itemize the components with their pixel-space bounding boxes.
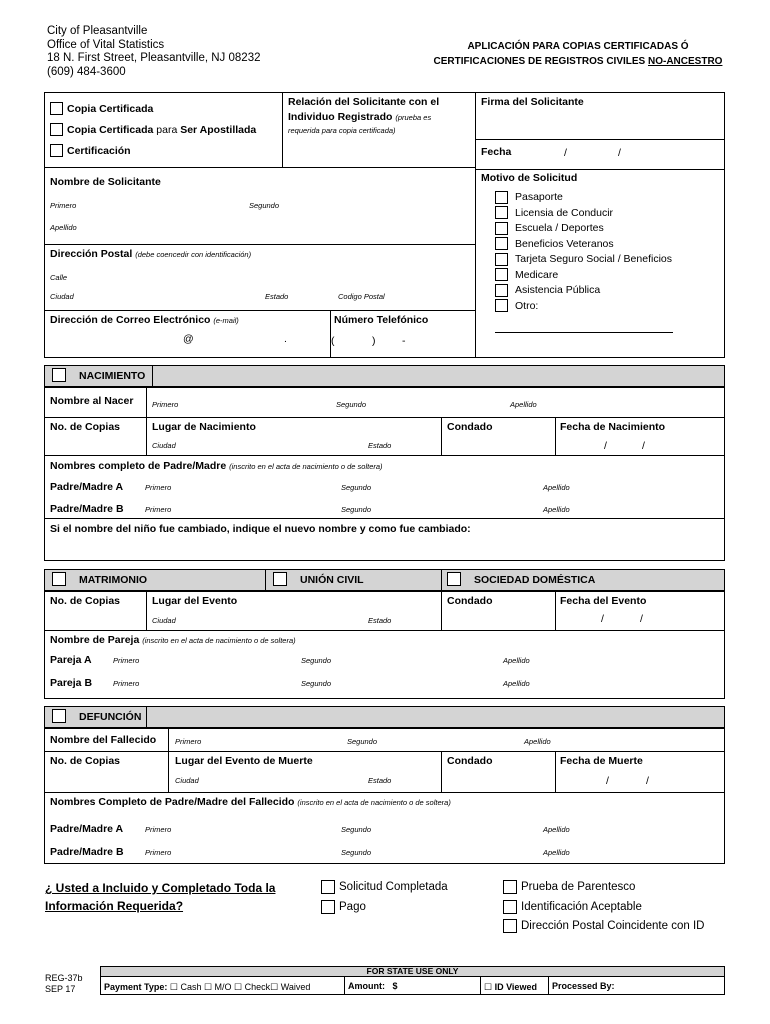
fecha-slash-1: / xyxy=(564,147,567,159)
nacimiento-padre-a-apellido: Apellido xyxy=(543,483,570,492)
motivo-otro: Otro: xyxy=(515,300,539,312)
pareja-b-segundo: Segundo xyxy=(301,679,332,688)
direccion-codigo: Codigo Postal xyxy=(338,292,385,301)
motivo-otro-line[interactable] xyxy=(495,332,673,333)
form-title-prefix: CERTIFICACIONES DE REGISTROS CIVILES xyxy=(433,56,648,67)
defuncion-fecha-slash-2: / xyxy=(646,775,649,787)
defuncion-padre-b-label: Padre/Madre B xyxy=(50,846,124,858)
payment-mo[interactable]: M/O xyxy=(214,982,232,992)
direccion-estado: Estado xyxy=(265,292,289,301)
payment-type: Payment Type: ☐ Cash ☐ M/O ☐ Check☐ Waived xyxy=(104,982,311,992)
nacimiento-header xyxy=(44,365,725,387)
processed-by-label: Processed By: xyxy=(552,981,615,991)
matrimonio-copias-label: No. de Copias xyxy=(50,595,121,607)
nacimiento-padres-text: Nombres completo de Padre/Madre xyxy=(50,460,227,472)
defuncion-nombre-label: Nombre del Fallecido xyxy=(50,734,157,746)
amount xyxy=(348,981,398,991)
state-use-title: FOR STATE USE ONLY xyxy=(366,966,459,976)
defuncion-fecha-slash-1: / xyxy=(606,775,609,787)
prueba-parentesco-label: Prueba de Parentesco xyxy=(521,881,636,893)
defuncion-padre-a-label: Padre/Madre A xyxy=(50,823,124,835)
checklist-question-1: ¿ Usted a Incluido y Completado Toda la xyxy=(45,881,276,895)
defuncion-copias-label: No. de Copias xyxy=(50,755,121,767)
payment-type-label: Payment Type: xyxy=(104,982,168,992)
defuncion-padre-b-segundo: Segundo xyxy=(341,848,372,857)
nacimiento-ciudad: Ciudad xyxy=(152,441,176,450)
copia-certificada-checkbox[interactable] xyxy=(50,102,63,115)
nacimiento-lugar-label: Lugar de Nacimiento xyxy=(152,421,256,433)
email-dot: . xyxy=(284,333,287,345)
nacimiento-padre-a-label: Padre/Madre A xyxy=(50,481,124,493)
direccion-coincidente-label: Dirección Postal Coincidente con ID xyxy=(521,920,705,932)
matrimonio-estado: Estado xyxy=(368,616,392,625)
telefono-paren-close: ) xyxy=(372,335,376,347)
direccion-calle: Calle xyxy=(50,273,68,282)
telefono-label: Número Telefónico xyxy=(334,314,429,326)
nacimiento-padre-b-primero: Primero xyxy=(145,505,172,514)
form-title-underlined: NO-ANCESTRO xyxy=(648,56,723,67)
relacion-note-a: (prueba es xyxy=(395,113,432,122)
motivo-seguro-social-checkbox[interactable] xyxy=(495,253,508,266)
defuncion-ciudad: Ciudad xyxy=(175,776,199,785)
relacion-label-2-text: Individuo Registrado xyxy=(288,111,393,123)
apostillada-checkbox[interactable] xyxy=(50,123,63,136)
pareja-a-apellido: Apellido xyxy=(503,656,530,665)
nacimiento-padres-note: (inscrito en el acta de nacimiento o de soltera) xyxy=(229,462,383,471)
motivo-licencia-checkbox[interactable] xyxy=(495,206,508,219)
nacimiento-padres-label xyxy=(50,460,383,472)
pareja-b-apellido: Apellido xyxy=(503,679,530,688)
sociedad-domestica-title: SOCIEDAD DOMÉSTICA xyxy=(474,574,596,586)
office-street: 18 N. First Street, Pleasantville, NJ 08232 xyxy=(47,52,261,65)
checklist-question-2: Información Requerida? xyxy=(45,899,184,913)
direccion-note: (debe coencedir con identificación) xyxy=(135,250,252,259)
form-title-line-2 xyxy=(420,54,736,69)
nacimiento-padre-b-apellido: Apellido xyxy=(543,505,570,514)
solicitante-apellido: Apellido xyxy=(50,223,77,232)
form-code: REG-37b xyxy=(45,973,83,983)
apostillada-label-a: Copia Certificada xyxy=(67,124,154,136)
pareja-a-segundo: Segundo xyxy=(301,656,332,665)
payment-cash[interactable]: Cash xyxy=(180,982,202,992)
pago-checkbox[interactable] xyxy=(321,900,335,914)
defuncion-padres-note: (inscrito en el acta de nacimiento o de soltera) xyxy=(297,798,451,807)
direccion-label-text: Dirección Postal xyxy=(50,248,133,260)
office-address xyxy=(47,25,261,79)
nacimiento-condado-label: Condado xyxy=(447,421,493,433)
matrimonio-fecha-slash-2: / xyxy=(640,613,643,625)
motivo-escuela-checkbox[interactable] xyxy=(495,222,508,235)
direccion-label xyxy=(50,248,251,260)
pareja-a-primero: Primero xyxy=(113,656,140,665)
pago-label: Pago xyxy=(339,901,366,913)
pareja-label xyxy=(50,634,296,646)
id-viewed-label: ID Viewed xyxy=(494,982,537,992)
nacimiento-fecha-slash-1: / xyxy=(604,440,607,452)
nacimiento-padre-a-segundo: Segundo xyxy=(341,483,372,492)
motivo-medicare-checkbox[interactable] xyxy=(495,268,508,281)
fecha-label: Fecha xyxy=(481,146,512,158)
apostillada-label-b: para xyxy=(153,124,181,136)
solicitante-primero: Primero xyxy=(50,201,77,210)
pareja-note: (inscrito en el acta de nacimiento o de soltera) xyxy=(142,636,296,645)
nacimiento-estado: Estado xyxy=(368,441,392,450)
motivo-pasaporte: Pasaporte xyxy=(515,191,563,203)
form-title-line-1: APLICACIÓN PARA COPIAS CERTIFICADAS Ó xyxy=(467,41,689,52)
defuncion-padre-b-primero: Primero xyxy=(145,848,172,857)
motivo-licencia: Licensia de Conducir xyxy=(515,207,614,219)
pareja-b-label: Pareja B xyxy=(50,677,93,689)
matrimonio-checkbox[interactable] xyxy=(52,572,66,586)
solicitud-completada-checkbox[interactable] xyxy=(321,880,335,894)
defuncion-lugar-label: Lugar del Evento de Muerte xyxy=(175,755,313,767)
sociedad-domestica-checkbox[interactable] xyxy=(447,572,461,586)
motivo-pasaporte-checkbox[interactable] xyxy=(495,191,508,204)
nacimiento-copias-label: No. de Copias xyxy=(50,421,121,433)
defuncion-estado: Estado xyxy=(368,776,392,785)
defuncion-primero: Primero xyxy=(175,737,202,746)
prueba-parentesco-checkbox[interactable] xyxy=(503,880,517,894)
union-civil-checkbox[interactable] xyxy=(273,572,287,586)
motivo-medicare: Medicare xyxy=(515,269,559,281)
email-label xyxy=(50,314,239,326)
form-date: SEP 17 xyxy=(45,984,76,994)
matrimonio-fecha-label: Fecha del Evento xyxy=(560,595,647,607)
union-civil-title: UNIÓN CIVIL xyxy=(300,574,364,586)
nacimiento-padre-b-segundo: Segundo xyxy=(341,505,372,514)
motivo-escuela: Escuela / Deportes xyxy=(515,222,604,234)
relacion-label: Relación del Solicitante con el xyxy=(288,96,440,108)
identificacion-label: Identificación Aceptable xyxy=(521,901,642,913)
motivo-asistencia-checkbox[interactable] xyxy=(495,284,508,297)
direccion-coincidente-checkbox[interactable] xyxy=(503,919,517,933)
motivo-veteranos: Beneficios Veteranos xyxy=(515,238,614,250)
office-department: Office of Vital Statistics xyxy=(47,38,165,51)
apostillada-label-c: Ser Apostillada xyxy=(180,124,257,136)
relacion-label-2 xyxy=(288,111,431,123)
certificacion-label: Certificación xyxy=(67,145,131,157)
copia-certificada-label: Copia Certificada xyxy=(67,103,154,115)
relacion-note-b: requerida para copia certificada) xyxy=(288,126,396,135)
id-viewed[interactable]: ☐ ID Viewed xyxy=(484,982,537,992)
fecha-slash-2: / xyxy=(618,147,621,159)
pareja-b-primero: Primero xyxy=(113,679,140,688)
nacimiento-padre-b-label: Padre/Madre B xyxy=(50,503,124,515)
matrimonio-condado-label: Condado xyxy=(447,595,493,607)
solicitud-completada-label: Solicitud Completada xyxy=(339,881,448,893)
solicitante-label: Nombre de Solicitante xyxy=(50,176,161,188)
telefono-paren-open: ( xyxy=(331,335,335,347)
amount-symbol: $ xyxy=(392,981,398,991)
matrimonio-ciudad: Ciudad xyxy=(152,616,176,625)
office-name: City of Pleasantville xyxy=(47,25,148,37)
defuncion-padre-b-apellido: Apellido xyxy=(543,848,570,857)
nacimiento-fecha-slash-2: / xyxy=(642,440,645,452)
nacimiento-primero: Primero xyxy=(152,400,179,409)
pareja-a-label: Pareja A xyxy=(50,654,92,666)
defuncion-padre-a-segundo: Segundo xyxy=(341,825,372,834)
nacimiento-fecha-label: Fecha de Nacimiento xyxy=(560,421,666,433)
form-title xyxy=(420,39,736,69)
nacimiento-padre-a-primero: Primero xyxy=(145,483,172,492)
defuncion-fecha-label: Fecha de Muerte xyxy=(560,755,643,767)
defuncion-apellido: Apellido xyxy=(524,737,551,746)
defuncion-padres-text: Nombres Completo de Padre/Madre del Fallecido xyxy=(50,796,295,808)
defuncion-segundo: Segundo xyxy=(347,737,378,746)
motivo-otro-checkbox[interactable] xyxy=(495,299,508,312)
nacimiento-checkbox[interactable] xyxy=(52,368,66,382)
pareja-label-text: Nombre de Pareja xyxy=(50,634,140,646)
certificacion-checkbox[interactable] xyxy=(50,144,63,157)
defuncion-padres-label xyxy=(50,796,451,808)
identificacion-checkbox[interactable] xyxy=(503,900,517,914)
nacimiento-apellido: Apellido xyxy=(510,400,537,409)
email-note: (e-mail) xyxy=(213,316,239,325)
motivo-veteranos-checkbox[interactable] xyxy=(495,237,508,250)
solicitante-segundo: Segundo xyxy=(249,201,280,210)
matrimonio-fecha-slash-1: / xyxy=(601,613,604,625)
email-at: @ xyxy=(183,333,194,345)
payment-waived[interactable]: Waived xyxy=(280,982,311,992)
matrimonio-lugar-label: Lugar del Evento xyxy=(152,595,238,607)
defuncion-padre-a-apellido: Apellido xyxy=(543,825,570,834)
nacimiento-segundo: Segundo xyxy=(336,400,367,409)
telefono-dash: - xyxy=(402,335,406,347)
defuncion-padre-a-primero: Primero xyxy=(145,825,172,834)
defuncion-title: DEFUNCIÓN xyxy=(79,711,142,723)
matrimonio-title: MATRIMONIO xyxy=(79,574,148,586)
firma-label: Firma del Solicitante xyxy=(481,96,584,108)
email-label-text: Dirección de Correo Electrónico xyxy=(50,314,211,326)
motivo-label: Motivo de Solicitud xyxy=(481,172,578,184)
nacimiento-title: NACIMIENTO xyxy=(79,370,146,382)
payment-check[interactable]: Check xyxy=(244,982,271,992)
amount-label: Amount: xyxy=(348,981,385,991)
nacimiento-nombre-label: Nombre al Nacer xyxy=(50,395,134,407)
motivo-seguro-social: Tarjeta Seguro Social / Beneficios xyxy=(515,253,673,265)
office-phone: (609) 484-3600 xyxy=(47,65,126,78)
nacimiento-cambio-label: Si el nombre del niño fue cambiado, indique el nuevo nombre y como fue cambiado: xyxy=(50,523,471,535)
apostillada-label xyxy=(67,124,256,136)
defuncion-condado-label: Condado xyxy=(447,755,493,767)
defuncion-checkbox[interactable] xyxy=(52,709,66,723)
direccion-ciudad: Ciudad xyxy=(50,292,74,301)
motivo-asistencia: Asistencia Pública xyxy=(515,284,601,296)
